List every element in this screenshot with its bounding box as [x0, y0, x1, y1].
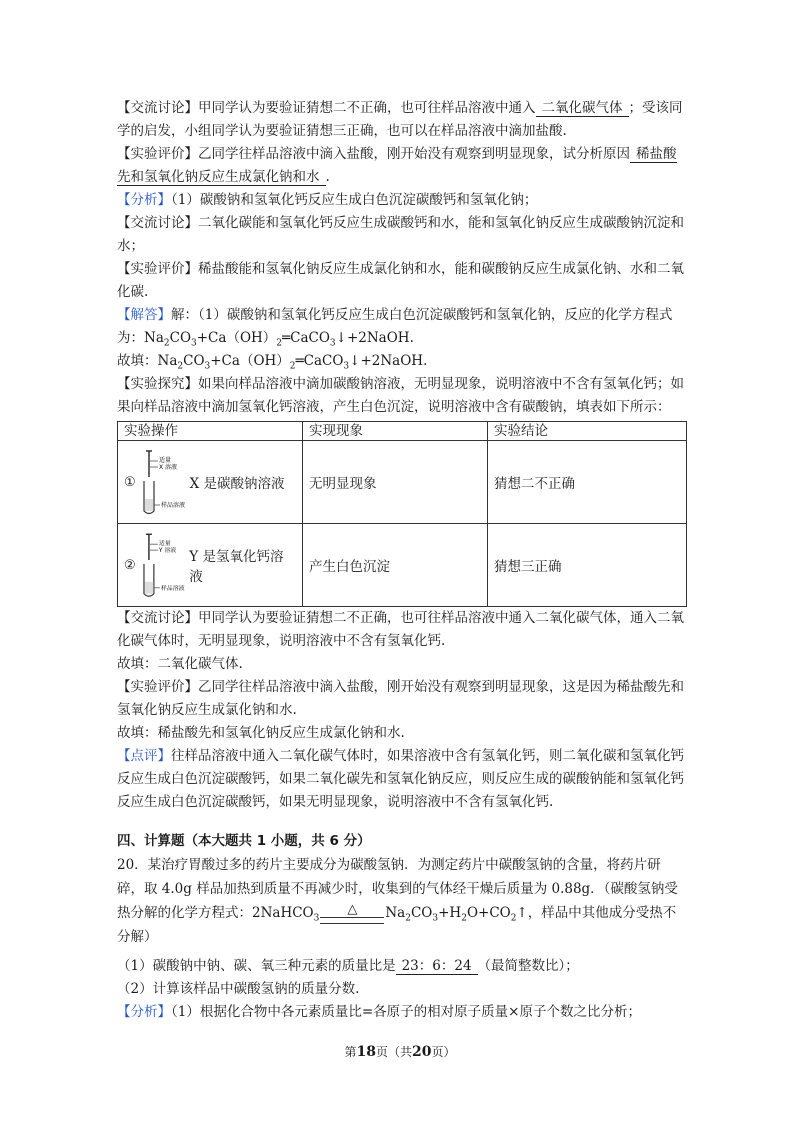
operation-cell: ② 适量 Y 溶液 样品溶液 Y 是氢氧化钙溶液 — [118, 524, 303, 607]
experiment-table — [117, 421, 687, 607]
total-pages: 20 — [412, 1044, 432, 1060]
page-footer: 第18页（共20页） — [344, 1044, 456, 1060]
answer-blank: 稀盐酸先和氢氧化钠反应生成氯化钠和水 — [117, 146, 677, 185]
phenomenon-cell: 无明显现象 — [303, 441, 488, 524]
exploration-paragraph: 【实验探究】如果向样品溶液中滴加碳酸钠溶液，无明显现象，说明溶液中不含有氢氧化钙；如果向样品溶液中滴加氢氧化钙溶液，产生白色沉淀，说明溶液中含有碳酸钠，填表如下所示： — [117, 376, 684, 415]
table-header: 实现现象 — [303, 422, 488, 441]
comment-tag: 【点评】 — [117, 748, 171, 764]
evaluation-paragraph-2: 【实验评价】稀盐酸能和氢氧化钠反应生成氯化钠和水，能和碳酸钠反应生成氯化钠、水和二氧化碳. — [117, 261, 684, 300]
section-heading: 四、计算题（本大题共 1 小题，共 6 分） — [117, 833, 371, 849]
answer-equation: 故填：$Na_2CO_3+Ca(OH)_2═CaCO_3↓+2NaOH$. — [117, 353, 428, 372]
analysis-paragraph: 【分析】（1）碳酸钠和氢氧化钙反应生成白色沉淀碳酸钙和氢氧化钠； — [117, 192, 538, 208]
table-header-row — [118, 422, 687, 441]
tube-label: 样品溶液 — [160, 584, 185, 592]
current-page: 18 — [356, 1044, 376, 1060]
tube-label: X 溶液 — [158, 464, 177, 471]
solution-tag: 【解答】 — [117, 307, 171, 323]
evaluation-paragraph-1: 【实验评价】乙同学往样品溶液中滴入盐酸，刚开始没有观察到明显现象，试分析原因 稀盐酸先和氢氧化钠反应生成氯化钠和水 . — [117, 146, 677, 185]
heat-condition: △ — [320, 904, 384, 924]
table-header: 实验操作 — [118, 422, 303, 441]
operation-cell: ① 适量 X 溶液 样品溶液 X 是碳酸钠溶液 — [118, 441, 303, 524]
document-body — [117, 97, 687, 1024]
analysis-tag: 【分析】 — [117, 1004, 171, 1020]
table-header: 实验结论 — [488, 422, 687, 441]
answer-blank: 二氧化碳气体 — [536, 100, 629, 117]
evaluation-paragraph-3: 【实验评价】乙同学往样品溶液中滴入盐酸，刚开始没有观察到明显现象，这是因为稀盐酸先和氢氧化钠反应生成氯化钠和水. — [117, 679, 684, 718]
decomposition-equation: 2NaHCO$_3$ △ $Na_2CO_3+H_2O+CO_2$ — [252, 901, 517, 924]
phenomenon-cell: 产生白色沉淀 — [303, 524, 488, 607]
tube-label: 适量 — [158, 540, 171, 548]
answer-blank: 23：6：24 — [396, 958, 478, 975]
solution-paragraph: 【解答】解：（1）碳酸钠和氢氧化钙反应生成白色沉淀碳酸钙和氢氧化钠，反应的化学方程式为：$Na_2CO_3+Ca(OH)_2═CaCO_3↓+2NaOH$. — [117, 307, 673, 349]
conclusion-cell: 猜想三正确 — [488, 524, 687, 607]
test-tube-dropper-icon — [140, 530, 186, 600]
table-row — [118, 524, 687, 607]
discussion-paragraph-1: 【交流讨论】甲同学认为要验证猜想二不正确，也可往样品溶液中通入 二氧化碳气体 ；受该同学的启发，小组同学认为要验证猜想三正确，也可以在样品溶液中滴加盐酸. — [117, 100, 683, 139]
question-20-intro: 20．某治疗胃酸过多的药片主要成分为碳酸氢钠．为测定药片中碳酸氢钠的含量，将药片研碎，取 4.0g 样品加热到质量不再减少时，收集到的气体经干燥后质量为 0.88g．（碳酸氢钠受热分解的化学方程式：2NaHCO$_3$ △ $Na_2CO_3+H_2O+CO_2↑$，样品中其他成分受热不分解） — [117, 857, 678, 945]
tube-label: 适量 — [158, 457, 171, 464]
question-20-analysis: 【分析】（1）根据化合物中各元素质量比=各原子的相对原子质量×原子个数之比分析； — [117, 1004, 641, 1020]
discussion-paragraph-3: 【交流讨论】甲同学认为要验证猜想二不正确，也可往样品溶液中通入二氧化碳气体，通入二氧化碳气体时，无明显现象，说明溶液中不含有氢氧化钙. — [117, 610, 684, 649]
question-20-part-1: （1）碳酸钠中钠、碳、氧三种元素的质量比是 23：6：24 （最简整数比）； — [117, 958, 579, 974]
answer-line-2: 故填：稀盐酸先和氢氧化钠反应生成氯化钠和水. — [117, 725, 405, 741]
analysis-tag: 【分析】 — [117, 192, 171, 208]
tube-label: 样品溶液 — [160, 502, 185, 509]
question-20-part-2: （2）计算该样品中碳酸氢钠的质量分数. — [117, 981, 360, 997]
conclusion-cell: 猜想二不正确 — [488, 441, 687, 524]
comment-paragraph: 【点评】往样品溶液中通入二氧化碳气体时，如果溶液中含有氢氧化钙，则二氧化碳和氢氧化钙反应生成白色沉淀碳酸钙，如果二氧化碳先和氢氧化钠反应，则反应生成的碳酸钠能和氢氧化钙反应生成白色沉淀碳酸钙，如果无明显现象，说明溶液中不含有氢氧化钙. — [117, 748, 684, 810]
answer-line-1: 故填：二氧化碳气体. — [117, 656, 243, 672]
table-row — [118, 441, 687, 524]
tube-label: Y 溶液 — [158, 547, 176, 555]
test-tube-dropper-icon — [140, 447, 186, 517]
discussion-paragraph-2: 【交流讨论】二氧化碳能和氢氧化钙反应生成碳酸钙和水，能和氢氧化钠反应生成碳酸钠沉淀和水； — [117, 215, 684, 254]
